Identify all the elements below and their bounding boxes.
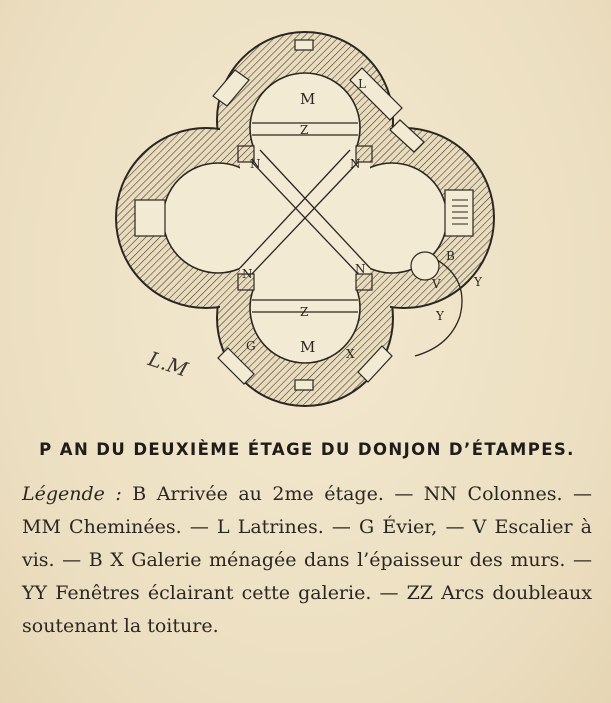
label-x: X — [346, 347, 355, 361]
label-m-bottom: M — [300, 338, 316, 356]
label-y-2: Y — [436, 309, 444, 323]
label-b: B — [446, 249, 455, 263]
label-n-tr: N — [350, 157, 361, 171]
label-z-top: Z — [300, 123, 309, 137]
caption-title: P AN DU DEUXIÈME ÉTAGE DU DONJON D’ÉTAMPES. — [39, 440, 575, 459]
legend-paragraph — [22, 478, 592, 643]
label-n-bl: N — [242, 267, 253, 281]
author-initials: L.M — [145, 346, 191, 382]
label-g: G — [246, 339, 256, 353]
label-n-br: N — [355, 262, 366, 276]
label-l: L — [358, 77, 366, 91]
spiral-stair — [411, 252, 439, 280]
legend-label: Légende : — [22, 483, 122, 505]
label-y-1: Y — [474, 275, 482, 289]
label-z-bottom: Z — [300, 305, 309, 319]
label-n-tl: N — [250, 157, 261, 171]
label-m-top: M — [300, 90, 316, 108]
label-v: V — [432, 277, 441, 291]
legend-text: B Arrivée au 2me étage. — NN Colonnes. — MM Cheminées. — L Latrines. — G Évier, — V Escalier à vis. — B X Galerie ménagée dans l’épaisseur des murs. — YY Fenêtres éclairant cette galerie. — ZZ Arcs doubleaux soutenant la toiture. — [22, 483, 592, 637]
